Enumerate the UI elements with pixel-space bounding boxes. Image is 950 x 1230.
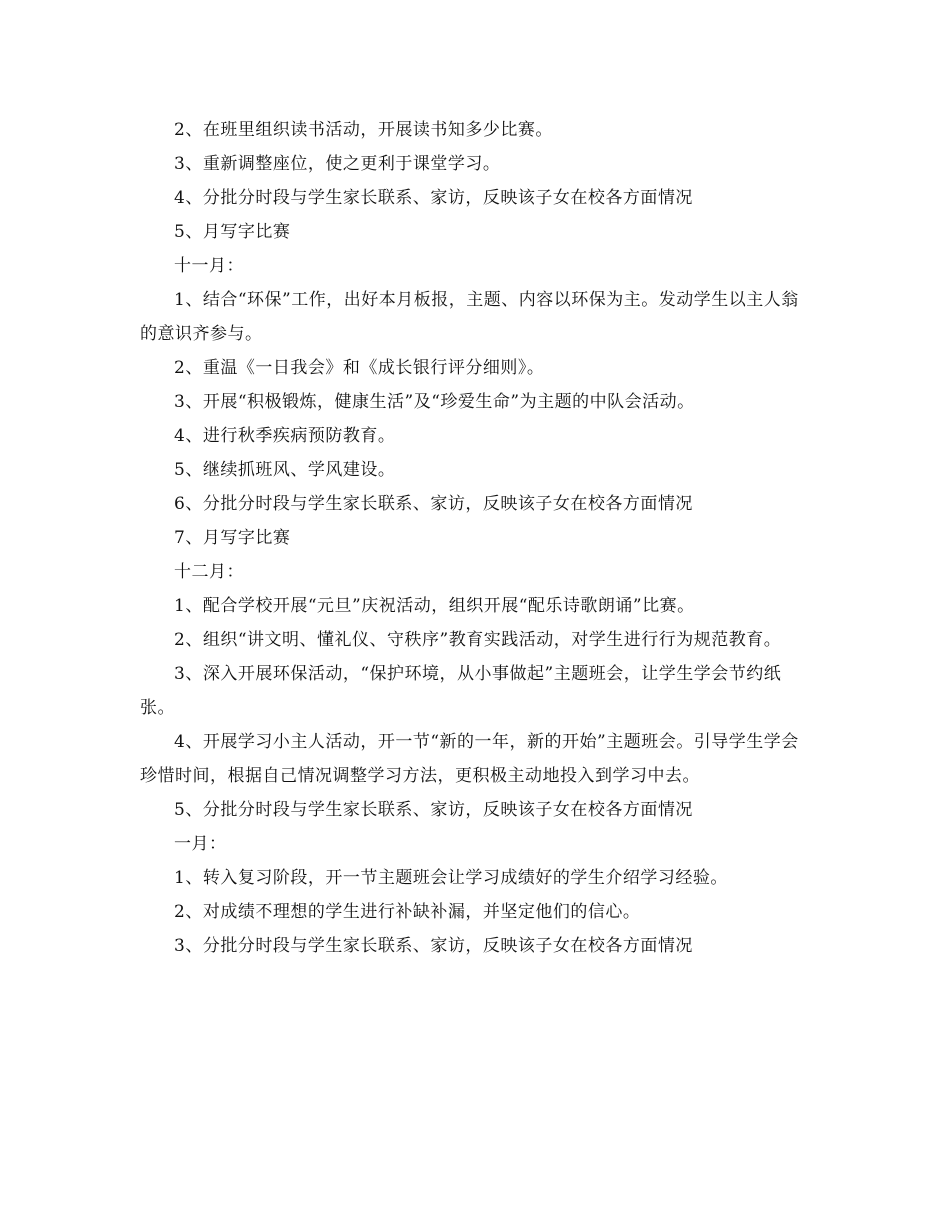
paragraph: 4、进行秋季疾病预防教育。 xyxy=(174,426,396,446)
paragraph: 3、开展“积极锻炼，健康生活”及“珍爱生命”为主题的中队会活动。 xyxy=(174,392,695,412)
paragraph: 5、分批分时段与学生家长联系、家访，反映该子女在校各方面情况 xyxy=(174,800,693,820)
month-heading-november: 十一月： xyxy=(174,256,244,276)
month-heading-january: 一月： xyxy=(174,834,227,854)
paragraph: 1、转入复习阶段，开一节主题班会让学习成绩好的学生介绍学习经验。 xyxy=(174,868,728,888)
paragraph: 3、深入开展环保活动，“保护环境，从小事做起”主题班会，让学生学会节约纸张。 xyxy=(140,664,782,718)
paragraph: 1、配合学校开展“元旦”庆祝活动，组织开展“配乐诗歌朗诵”比赛。 xyxy=(174,596,695,616)
paragraph: 2、组织“讲文明、懂礼仪、守秩序”教育实践活动，对学生进行行为规范教育。 xyxy=(174,630,782,650)
paragraph: 3、重新调整座位，使之更利于课堂学习。 xyxy=(174,154,501,174)
paragraph: 7、月写字比赛 xyxy=(174,528,291,548)
document-body xyxy=(140,113,812,963)
paragraph: 2、在班里组织读书活动，开展读书知多少比赛。 xyxy=(174,120,553,140)
paragraph: 3、分批分时段与学生家长联系、家访，反映该子女在校各方面情况 xyxy=(174,936,693,956)
paragraph: 6、分批分时段与学生家长联系、家访，反映该子女在校各方面情况 xyxy=(174,494,693,514)
paragraph: 4、分批分时段与学生家长联系、家访，反映该子女在校各方面情况 xyxy=(174,188,693,208)
paragraph: 2、重温《一日我会》和《成长银行评分细则》。 xyxy=(174,358,545,378)
paragraph: 4、开展学习小主人活动，开一节“新的一年，新的开始”主题班会。引导学生学会珍惜时间，根据自己情况调整学习方法，更积极主动地投入到学习中去。 xyxy=(140,732,799,786)
paragraph: 1、结合“环保”工作，出好本月板报，主题、内容以环保为主。发动学生以主人翁的意识齐参与。 xyxy=(140,290,799,344)
paragraph: 5、继续抓班风、学风建设。 xyxy=(174,460,396,480)
paragraph: 5、月写字比赛 xyxy=(174,222,291,242)
month-heading-december: 十二月： xyxy=(174,562,244,582)
paragraph: 2、对成绩不理想的学生进行补缺补漏，并坚定他们的信心。 xyxy=(174,902,641,922)
